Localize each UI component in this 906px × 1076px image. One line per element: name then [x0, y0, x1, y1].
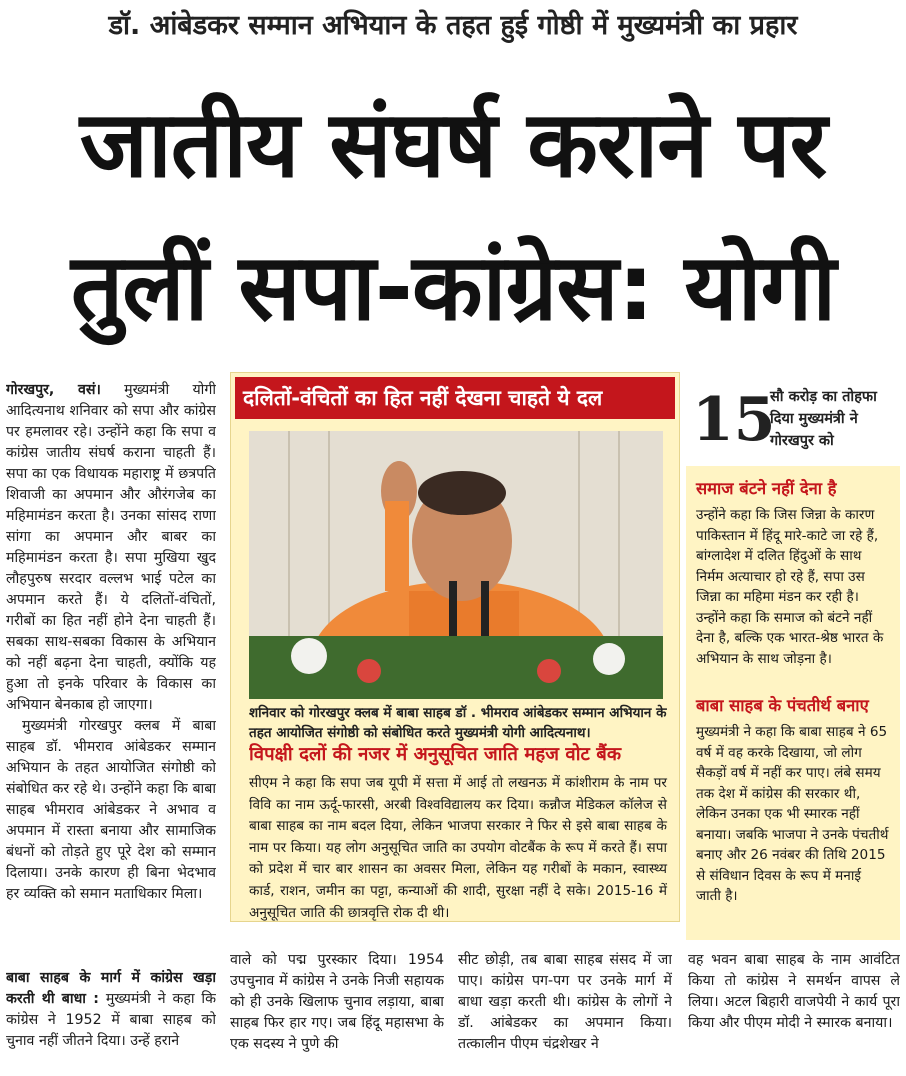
left-para-1-text: मुख्यमंत्री योगी आदित्यनाथ शनिवार को सपा और कांग्रेस पर हमलावर रहे। उन्होंने कहा कि सपा व कांग्रेस जातीय संघर्ष कराना चाहती हैं। सपा का एक विधायक महाराष्ट्र में छत्रपति शिवाजी का अपमान और औरंगजेब का महिमामंडन करता है। उनका सांसद राणा सांगा का अपमान और बाबर का महिमामंडन करता है। सपा मुखिया खुद लौहपुरुष सरदार वल्लभ भाई पटेल का अपमान करते हैं। ये दलितों-वंचितों, गरीबों का हित नहीं होने देना चाहती हैं। सबका साथ-सबका विकास के अभियान को नहीं बढ़ना देना चाहती, क्योंकि यह हुआ तो इनके परिवार के विकास का अभियान बेनकाब हो जाएगा। — [6, 382, 216, 713]
left-para-1 — [6, 380, 216, 716]
right-box-text-2: मुख्यमंत्री ने कहा कि बाबा साहब ने 65 वर्ष में वह करके दिखाया, जो लोग सैकड़ों वर्ष में नहीं कर पाए। लंबे समय तक देश में कांग्रेस की सरकार थी, लेकिन उनका एक भी स्मारक नहीं बनाया। जबकि भाजपा ने उनके पंचतीर्थ बनाए और 26 नवंबर की तिथि 2015 से संविधान दिवस के रूप में मनाई जाती है। — [696, 724, 889, 904]
bottom-col-1: वाले को पद्म पुरस्कार दिया। 1954 उपचुनाव में कांग्रेस ने उनके निजी सहायक को ही उनके खिलाफ चुनाव लड़ाया, बाबा साहब फिर हार गए। जब हिंदू महासभा के एक सदस्य ने पुणे की — [230, 952, 444, 1052]
gift-box — [686, 380, 900, 462]
right-box-text-1: उन्होंने कहा कि जिस जिन्ना के कारण पाकिस्तान में हिंदू मारे-काटे जा रहे हैं, बांग्लादेश में दलित हिंदुओं के साथ निर्मम अत्याचार हो रहे हैं, सपा उस जिन्ना का महिमा मंडन कर रही है। उन्होंने कहा कि समाज को बंटने नहीं देना है, बल्कि एक भारत-श्रेष्ठ भारत के अभियान के साथ जोड़ना है। — [696, 507, 884, 667]
right-box — [686, 466, 900, 940]
left-sub-heading: बाबा साहब के मार्ग में कांग्रेस खड़ा करती थी बाधा : — [6, 970, 216, 1007]
left-para-3: मुख्यमंत्री ने कहा कि कांग्रेस ने 1952 में बाबा साहब को चुनाव नहीं जीतने दिया। उन्हें हराने — [6, 991, 216, 1049]
headline-line-2: तुलीं सपा-कांग्रेस: योगी — [70, 234, 836, 341]
center-box — [230, 372, 680, 922]
left-para-2: मुख्यमंत्री गोरखपुर क्लब में बाबा साहब डॉ. भीमराव आंबेडकर सम्मान अभियान के तहत आयोजित संगोष्ठी को संबोधित कर रहे थे। उन्होंने कहा कि बाबा साहब भीमराव आंबेडकर ने अभाव व अपमान में रास्ता बनाया और सामाजिक बंधनों को तोड़ते हुए पूरे देश को सम्मान दिलाया। उनके कारण ही बिना भेदभाव हर व्यक्ति को समान मताधिकार मिला। — [6, 718, 216, 902]
speaker-photo — [249, 431, 663, 699]
kicker-headline: डॉ. आंबेडकर सम्मान अभियान के तहत हुई गोष्ठी में मुख्यमंत्री का प्रहार — [108, 10, 798, 41]
center-box-title: दलितों-वंचितों का हित नहीं देखना चाहते ये दल — [235, 377, 675, 419]
right-box-title-1: समाज बंटने नहीं देना है — [696, 479, 837, 498]
gift-number: 15 — [692, 385, 776, 455]
gift-text: सौ करोड़ का तोहफा दिया मुख्यमंत्री ने गोरखपुर को — [770, 389, 877, 449]
left-column-lower — [6, 968, 216, 1072]
dateline: गोरखपुर, वसं। — [6, 382, 101, 398]
bottom-col-3: वह भवन बाबा साहब के नाम आवंटित किया तो कांग्रेस ने समर्थन वापस ले लिया। अटल बिहारी वाजपेयी ने कार्य पूरा किया और पीएम मोदी ने स्मारक बनाया। — [688, 952, 900, 1031]
speaker-photo-image — [249, 431, 663, 699]
headline-line-1: जातीय संघर्ष कराने पर — [79, 91, 827, 198]
center-body: सीएम ने कहा कि सपा जब यूपी में सत्ता में आई तो लखनऊ में कांशीराम के नाम पर विवि का नाम ऊर्दू-फारसी, अरबी विश्वविद्यालय कर दिया। कन्नौज मेडिकल कॉलेज से बाबा साहब का नाम बदल दिया, लेकिन भाजपा सरकार ने फिर से इसे बाबा साहब के नाम पर किया। यह लोग अनुसूचित जाति का उपयोग वोटबैंक के रूप में करते हैं। सपा को प्रदेश में चार बार शासन का अवसर मिला, लेकिन यह गरीबों के मकान, स्वास्थ्य कार्ड, राशन, जमीन का पट्टा, कन्याओं की शादी, सुरक्षा नहीं दे सके। 2015-16 में अनुसूचित जाति की छात्रवृत्ति रोक दी थी। — [249, 775, 667, 921]
photo-caption: शनिवार को गोरखपुर क्लब में बाबा साहब डॉ . भीमराव आंबेडकर सम्मान अभियान के तहत आयोजित संगोष्ठी को संबोधित करते मुख्यमंत्री योगी आदित्यनाथ। — [249, 705, 667, 741]
right-box-title-2: बाबा साहब के पंचतीर्थ बनाए — [696, 696, 869, 715]
left-column — [6, 380, 216, 940]
bottom-col-2: सीट छोड़ी, तब बाबा साहब संसद में जा पाए। कांग्रेस पग-पग पर उनके मार्ग में बाधा खड़ा करती थी। कांग्रेस के लोगों ने डॉ. आंबेडकर का अपमान किया। तत्कालीन पीएम चंद्रशेखर ने — [458, 952, 672, 1052]
center-sub-title: विपक्षी दलों की नजर में अनुसूचित जाति महज वोट बैंक — [249, 744, 622, 765]
